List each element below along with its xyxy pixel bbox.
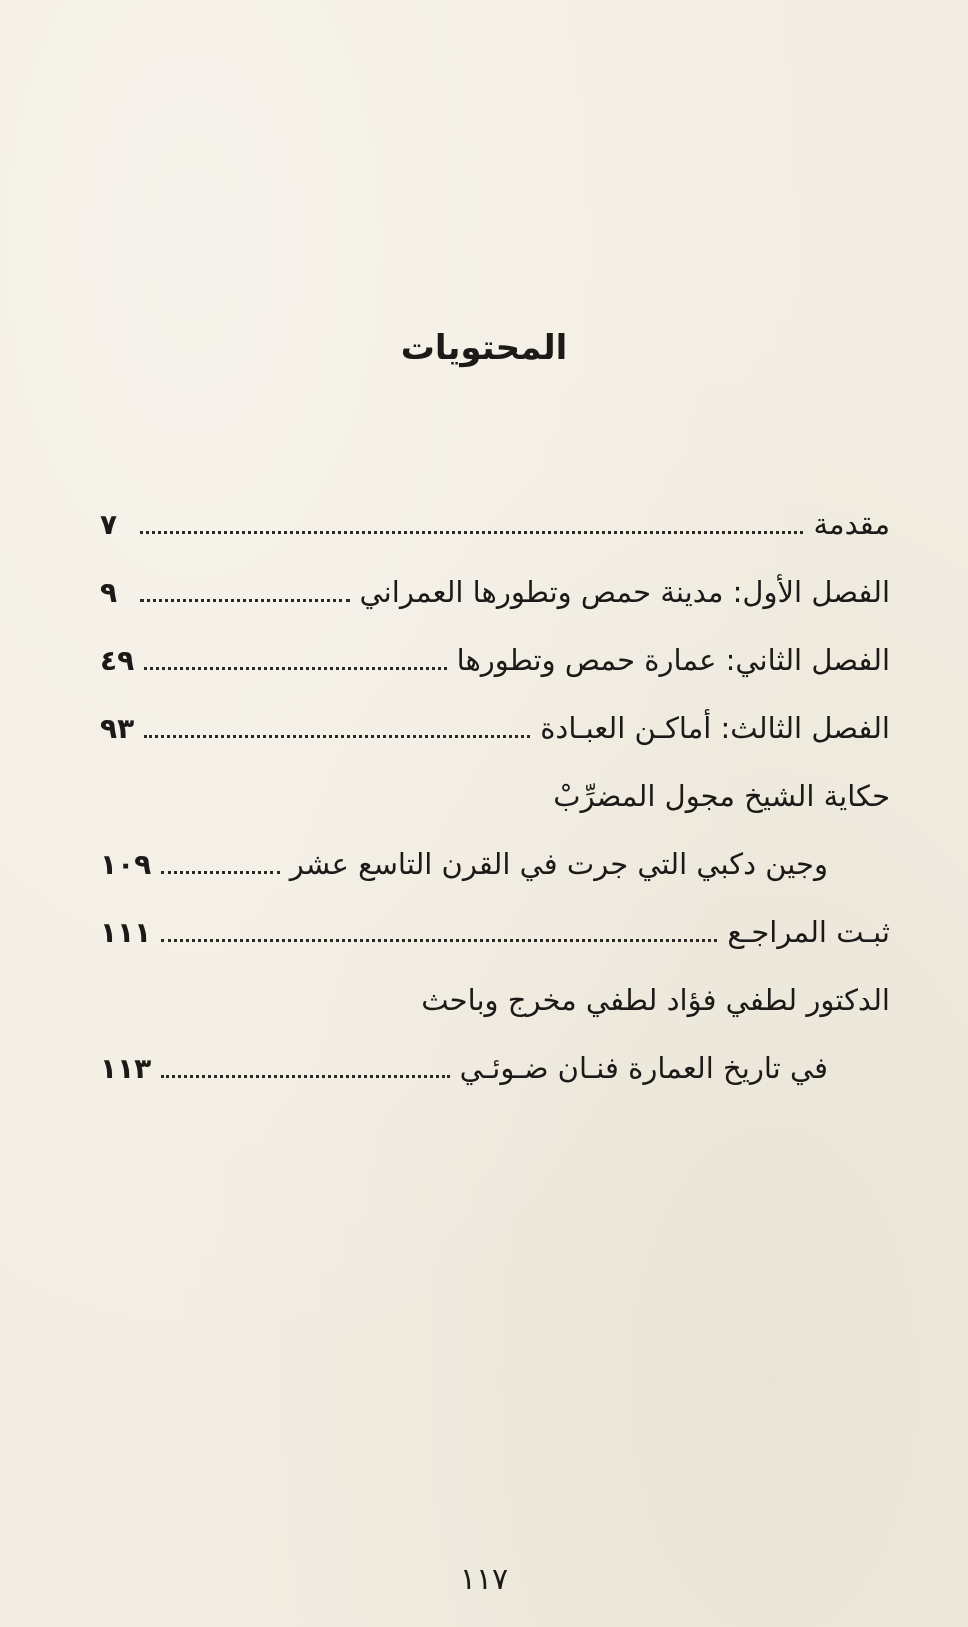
toc-entry-page: ١١٣ — [100, 1051, 152, 1085]
page-number: ١١٧ — [459, 1562, 509, 1597]
toc-entry-title: الفصل الثاني: عمارة حمص وتطورها — [456, 643, 890, 677]
toc-entry-chapter-2 — [100, 626, 890, 694]
toc-entry-title: وجين دكبي التي جرت في القرن التاسع عشر — [289, 847, 828, 881]
dot-leader — [144, 667, 446, 670]
toc-entry-introduction — [100, 490, 890, 558]
page-title: المحتويات — [400, 328, 568, 368]
toc-entry-title: الفصل الأول: مدينة حمص وتطورها العمراني — [359, 575, 890, 609]
toc-entry-story-line-1 — [100, 762, 890, 830]
toc-entry-page: ١٠٩ — [100, 847, 152, 881]
dot-leader — [161, 1075, 449, 1078]
toc-entry-references — [100, 898, 890, 966]
toc-entry-author-line-2 — [100, 1034, 890, 1102]
toc-entry-title: مقدمة — [813, 507, 890, 541]
toc-entry-title: حكاية الشيخ مجول المضرِّبْ — [553, 779, 890, 813]
toc-entry-story-line-2 — [100, 830, 890, 898]
toc-entry-page: ٤٩ — [100, 643, 135, 677]
toc-entry-title: الدكتور لطفي فؤاد لطفي مخرج وباحث — [421, 983, 890, 1017]
dot-leader — [144, 735, 530, 738]
toc-entry-chapter-1 — [100, 558, 890, 626]
toc-entry-title: ثبـت المراجـع — [727, 915, 890, 949]
toc-entry-page: ٧ — [100, 507, 118, 541]
toc-entry-title: في تاريخ العمارة فنـان ضـوئـي — [459, 1051, 828, 1085]
toc-entry-page: ٩ — [100, 575, 118, 609]
toc-entry-title: الفصل الثالث: أماكـن العبـادة — [540, 711, 890, 745]
table-of-contents — [100, 490, 890, 1102]
toc-entry-page: ٩٣ — [100, 711, 135, 745]
toc-entry-author-line-1 — [100, 966, 890, 1034]
dot-leader — [140, 531, 803, 534]
toc-entry-page: ١١١ — [100, 915, 152, 949]
dot-leader — [161, 871, 279, 874]
toc-entry-chapter-3 — [100, 694, 890, 762]
dot-leader — [140, 599, 350, 602]
dot-leader — [161, 939, 717, 942]
